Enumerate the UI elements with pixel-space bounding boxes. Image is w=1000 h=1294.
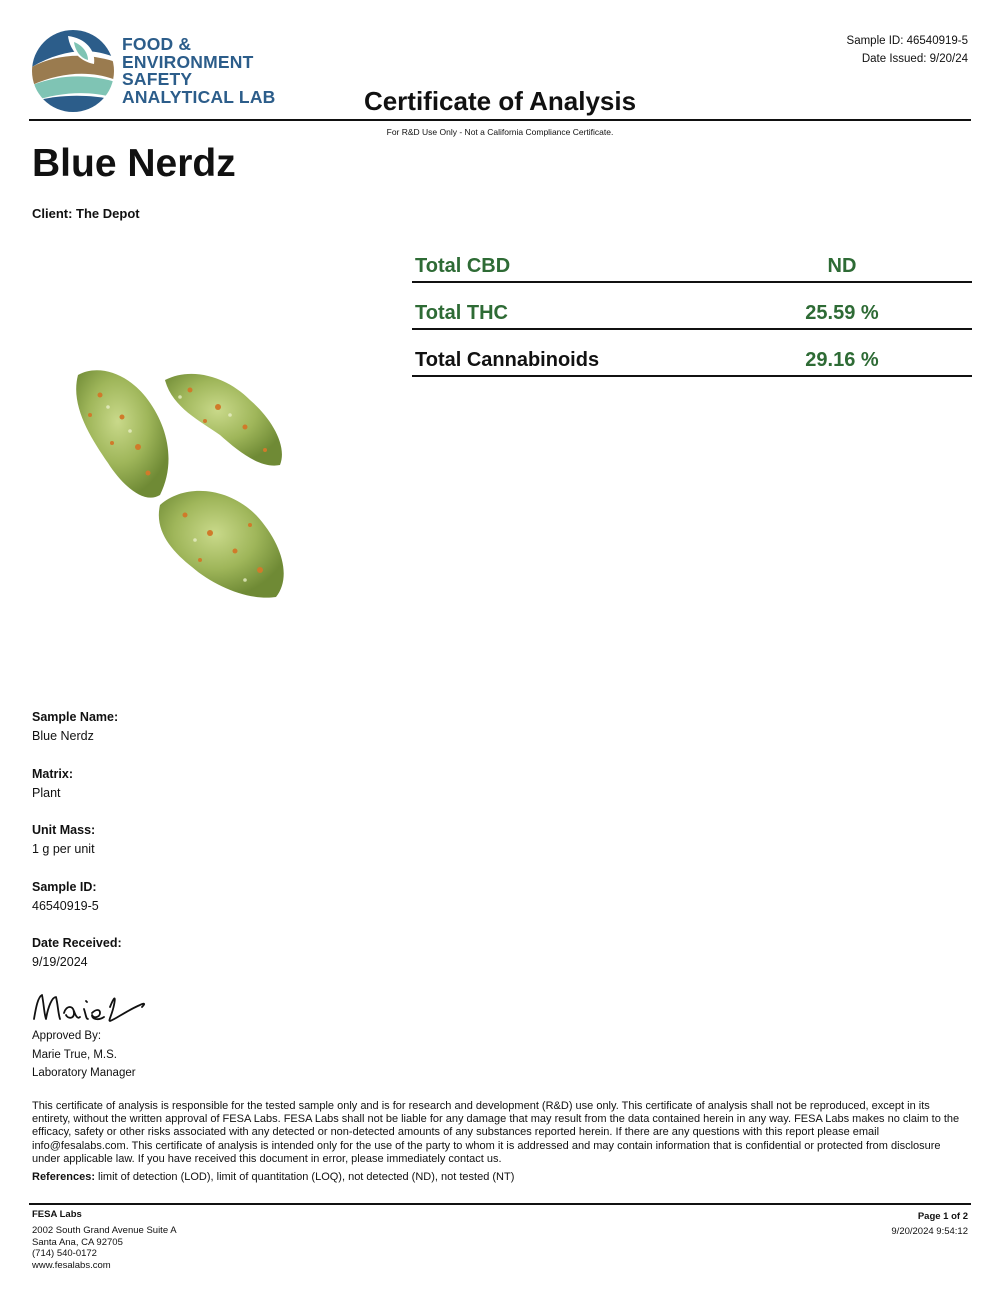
lab-name-line: ENVIRONMENT	[122, 51, 254, 72]
cannabinoid-summary	[412, 236, 972, 377]
header-divider	[29, 119, 971, 121]
approved-by-label: Approved By:	[32, 1030, 102, 1042]
detail-value: Blue Nerdz	[32, 729, 94, 743]
references	[32, 1171, 514, 1183]
approver-role: Laboratory Manager	[32, 1067, 136, 1079]
footer-address-line: 2002 South Grand Avenue Suite A	[32, 1224, 177, 1236]
product-title: Blue Nerdz	[32, 142, 236, 185]
detail-value: 9/19/2024	[32, 955, 88, 969]
summary-row-total-cannabinoids	[412, 330, 972, 377]
lab-name-line: SAFETY	[122, 69, 193, 89]
detail-label: Unit Mass:	[32, 823, 96, 837]
footer-divider	[29, 1203, 971, 1205]
date-issued: Date Issued: 9/20/24	[861, 53, 968, 65]
detail-label: Sample ID:	[32, 879, 97, 894]
page-number: Page 1 of 2	[917, 1211, 968, 1222]
detail-value: 1 g per unit	[32, 842, 95, 856]
lab-name-line: FOOD &	[122, 34, 192, 54]
detail-value: Plant	[32, 785, 61, 800]
footer-page-info	[891, 1209, 968, 1239]
summary-value: ND	[827, 255, 857, 277]
product-photo	[60, 355, 310, 610]
detail-sample-name	[32, 710, 122, 767]
summary-value: 25.59 %	[805, 302, 879, 324]
footer-website: www.fesalabs.com	[32, 1260, 111, 1272]
detail-label: Sample Name:	[32, 710, 119, 724]
sample-id-header: Sample ID: 46540919-5	[846, 35, 968, 47]
summary-value: 29.16 %	[805, 349, 879, 371]
detail-sample-id	[32, 880, 122, 937]
detail-label: Matrix:	[32, 766, 73, 781]
rnd-disclaimer: For R&D Use Only - Not a California Compliance Certificate.	[386, 127, 614, 137]
document-title: Certificate of Analysis	[363, 86, 637, 116]
summary-row-total-cbd	[412, 236, 972, 283]
references-label: References:	[32, 1171, 95, 1183]
lab-name-line: ANALYTICAL LAB	[122, 86, 276, 107]
sample-details	[32, 710, 122, 993]
references-text: limit of detection (LOD), limit of quantitation (LOQ), not detected (ND), not tested (NT)	[94, 1171, 515, 1183]
detail-value: 46540919-5	[32, 898, 99, 913]
footer-phone: (714) 540-0172	[32, 1248, 97, 1260]
summary-label: Total THC	[415, 302, 508, 324]
summary-row-total-thc	[412, 283, 972, 330]
footer-address	[32, 1209, 177, 1272]
print-timestamp: 9/20/2024 9:54:12	[891, 1226, 968, 1237]
detail-unit-mass	[32, 823, 122, 880]
detail-matrix	[32, 767, 122, 824]
footer-address-line: Santa Ana, CA 92705	[32, 1236, 123, 1248]
summary-label: Total Cannabinoids	[415, 349, 600, 371]
summary-label: Total CBD	[415, 255, 511, 277]
approval-block	[32, 1027, 136, 1083]
client-name: Client: The Depot	[32, 206, 140, 221]
detail-label: Date Received:	[32, 936, 122, 950]
approver-name: Marie True, M.S.	[32, 1048, 117, 1061]
approver-signature	[30, 985, 150, 1027]
legal-disclaimer: This certificate of analysis is responsible for the tested sample only and is for research and development (R&D) use only. This certificate of analysis shall not be reproduced, except in its entirety, without the written approval of FESA Labs. FESA Labs shall not be liable for any damage that may result from the data contained herein in any way. FESA Labs makes no claim to the efficacy, safety or other risks associated with any detected or non-detected amounts of any substances reported herein. If there are any questions with this report please email info@fesalabs.com. This certificate of analysis is intended only for the use of the party to whom it is addressed and may contain information that is confidential or protected from disclosure under applicable law. If you have received this document in error, please immediately contact us.	[32, 1100, 960, 1165]
document-meta	[847, 32, 968, 68]
footer-company: FESA Labs	[32, 1209, 82, 1220]
